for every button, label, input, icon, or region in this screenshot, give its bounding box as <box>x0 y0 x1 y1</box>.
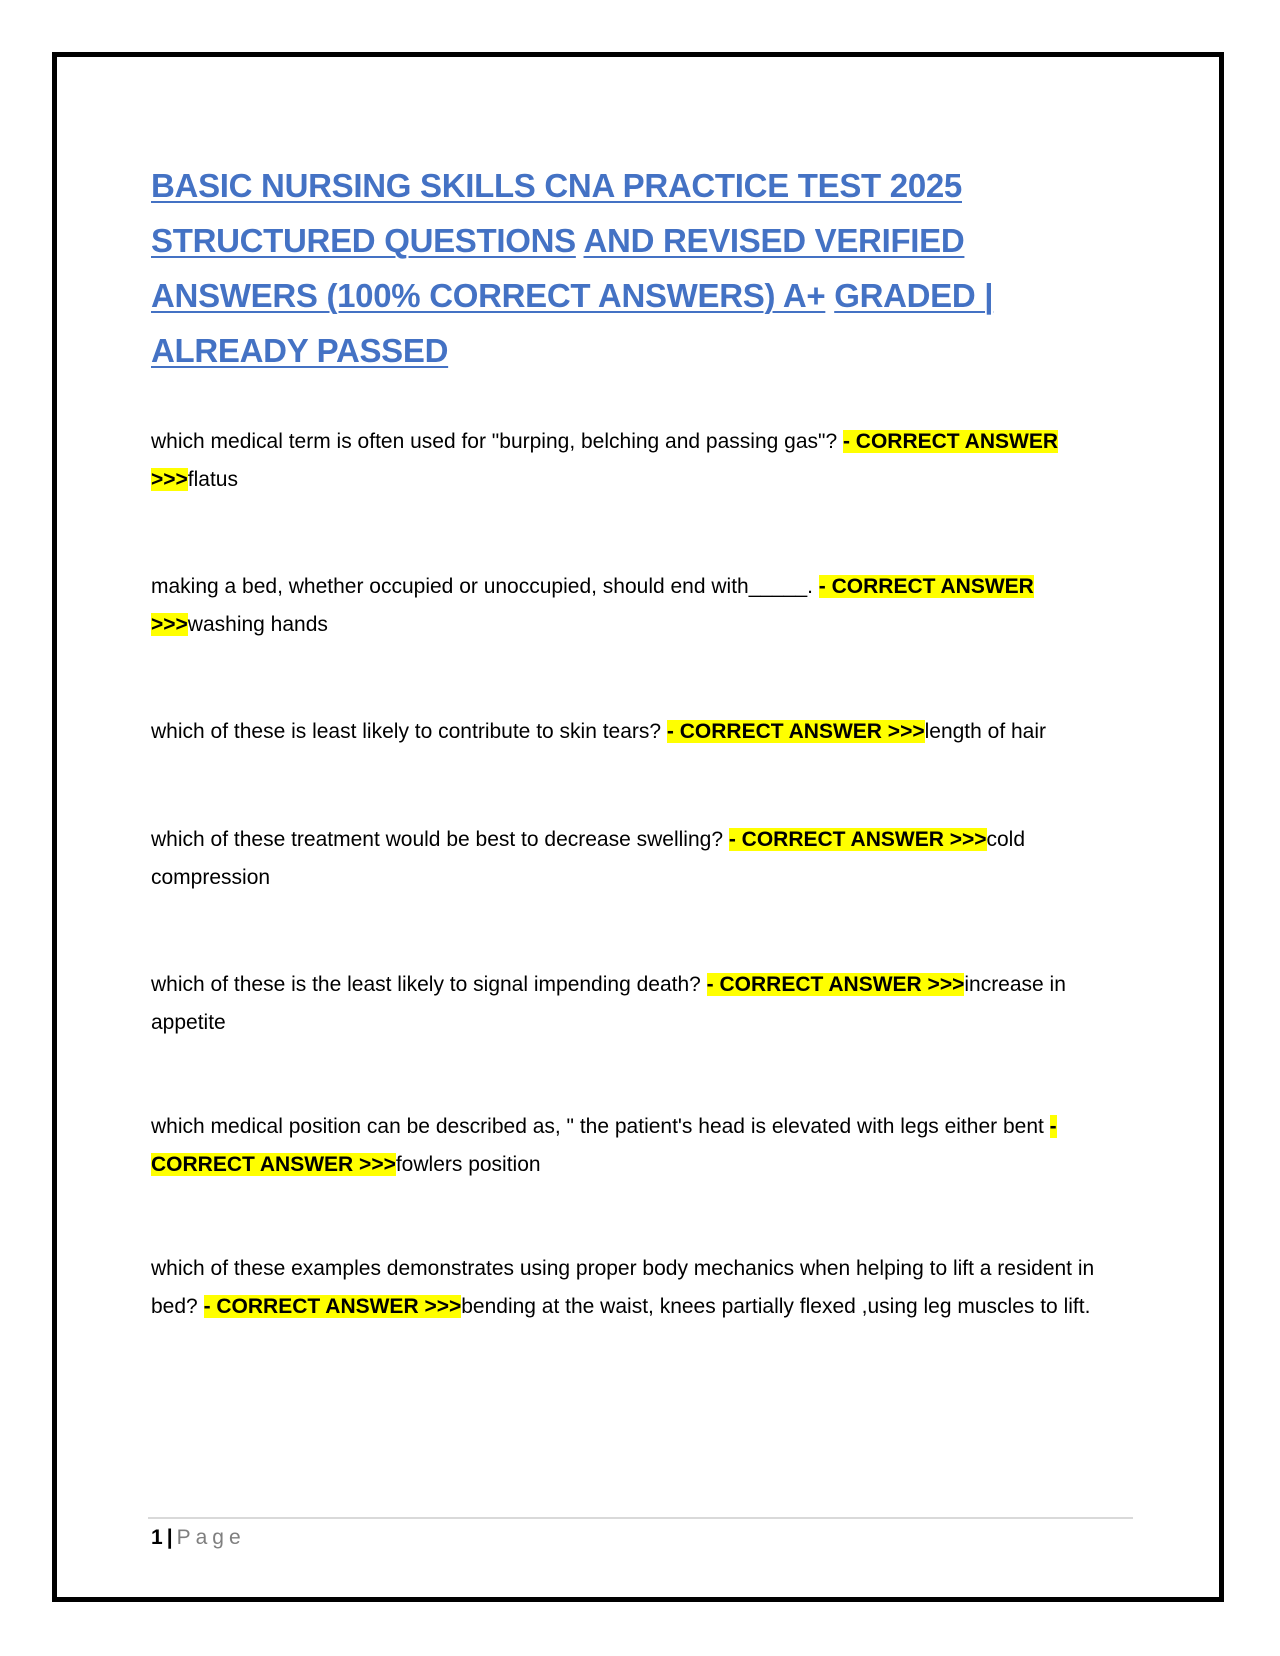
question-text: which medical term is often used for "burping, belching and passing gas"? <box>151 430 843 453</box>
question-text: making a bed, whether occupied or unoccupied, should end with_____. <box>151 575 819 598</box>
answer-marker: - CORRECT ANSWER >>> <box>151 430 1059 491</box>
question-item <box>151 1108 1126 1184</box>
answer-marker: - CORRECT ANSWER >>> <box>728 828 987 851</box>
title-part-1: BASIC NURSING SKILLS CNA PRACTICE TEST 2025 STRUCTURED QUESTIONS <box>151 167 962 259</box>
answer-marker: - CORRECT ANSWER >>> <box>666 720 925 743</box>
footer-separator: | <box>166 1526 173 1549</box>
footer-divider <box>148 1517 1133 1519</box>
question-item <box>151 966 1126 1042</box>
answer-text: increase in appetite <box>151 973 1066 1034</box>
page-number: 1 <box>151 1526 163 1549</box>
question-item <box>151 821 1126 897</box>
question-item <box>151 568 1126 644</box>
question-item <box>151 1250 1126 1326</box>
page-label: Page <box>176 1526 246 1549</box>
answer-text: cold compression <box>151 828 1026 889</box>
question-text: which of these treatment would be best to decrease swelling? <box>151 828 729 851</box>
answer-marker: - CORRECT ANSWER >>> <box>706 973 965 996</box>
answer-marker: - CORRECT ANSWER >>> <box>203 1295 462 1318</box>
question-text: which medical position can be described as, " the patient's head is elevated with legs either bent <box>151 1115 1050 1138</box>
question-text: which of these is least likely to contribute to skin tears? <box>151 720 667 743</box>
title-part-2: AND REVISED VERIFIED ANSWERS (100% CORRECT ANSWERS) A+ <box>151 222 965 314</box>
page-footer <box>151 1522 246 1554</box>
answer-text: length of hair <box>924 720 1047 743</box>
question-text: which of these is the least likely to signal impending death? <box>151 973 707 996</box>
answer-text: fowlers position <box>395 1153 541 1176</box>
document-title <box>151 158 1111 378</box>
title-part-3: GRADED | ALREADY PASSED <box>151 277 994 369</box>
answer-text: flatus <box>187 468 238 491</box>
answer-marker: - CORRECT ANSWER >>> <box>151 1115 1057 1176</box>
question-text: which of these examples demonstrates using proper body mechanics when helping to lift a resident in bed? <box>151 1257 1095 1318</box>
question-item <box>151 423 1126 499</box>
answer-text: bending at the waist, knees partially flexed ,using leg muscles to lift. <box>461 1295 1091 1318</box>
question-item <box>151 713 1126 751</box>
answer-marker: - CORRECT ANSWER >>> <box>151 575 1034 636</box>
answer-text: washing hands <box>187 613 328 636</box>
